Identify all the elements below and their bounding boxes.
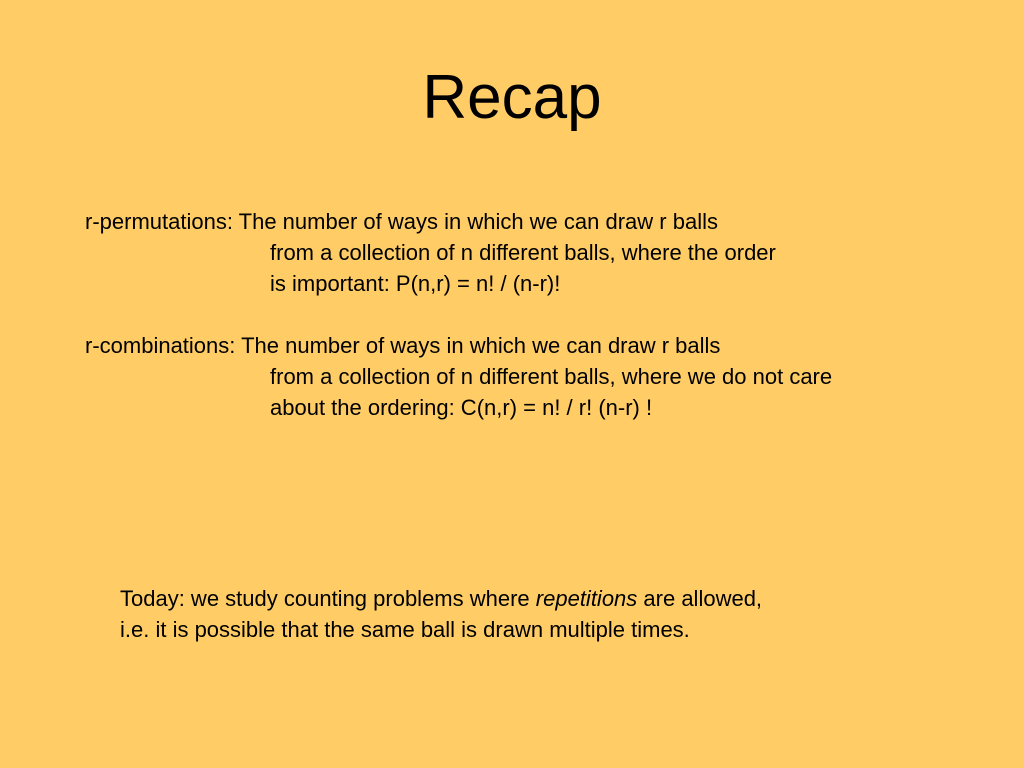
combinations-definition	[85, 330, 832, 423]
slide-title: Recap	[422, 63, 602, 132]
today-line-1-start: Today: we study counting problems where	[120, 586, 536, 611]
permutations-line-1: r-permutations: The number of ways in which we can draw r balls	[85, 209, 718, 234]
today-line-1-end: are allowed,	[637, 586, 763, 611]
combinations-line-3: about the ordering: C(n,r) = n! / r! (n-r) !	[270, 395, 653, 420]
permutations-definition	[85, 206, 776, 299]
permutations-line-3: is important: P(n,r) = n! / (n-r)!	[270, 271, 561, 296]
repetitions-emphasis: repetitions	[535, 586, 638, 611]
permutations-line-2: from a collection of n different balls, where the order	[270, 240, 776, 265]
combinations-line-2: from a collection of n different balls, where we do not care	[270, 364, 833, 389]
today-line-1	[120, 583, 762, 614]
today-line-2: i.e. it is possible that the same ball is drawn multiple times.	[120, 617, 690, 642]
today-note	[120, 583, 762, 645]
combinations-line-1: r-combinations: The number of ways in which we can draw r balls	[85, 333, 721, 358]
